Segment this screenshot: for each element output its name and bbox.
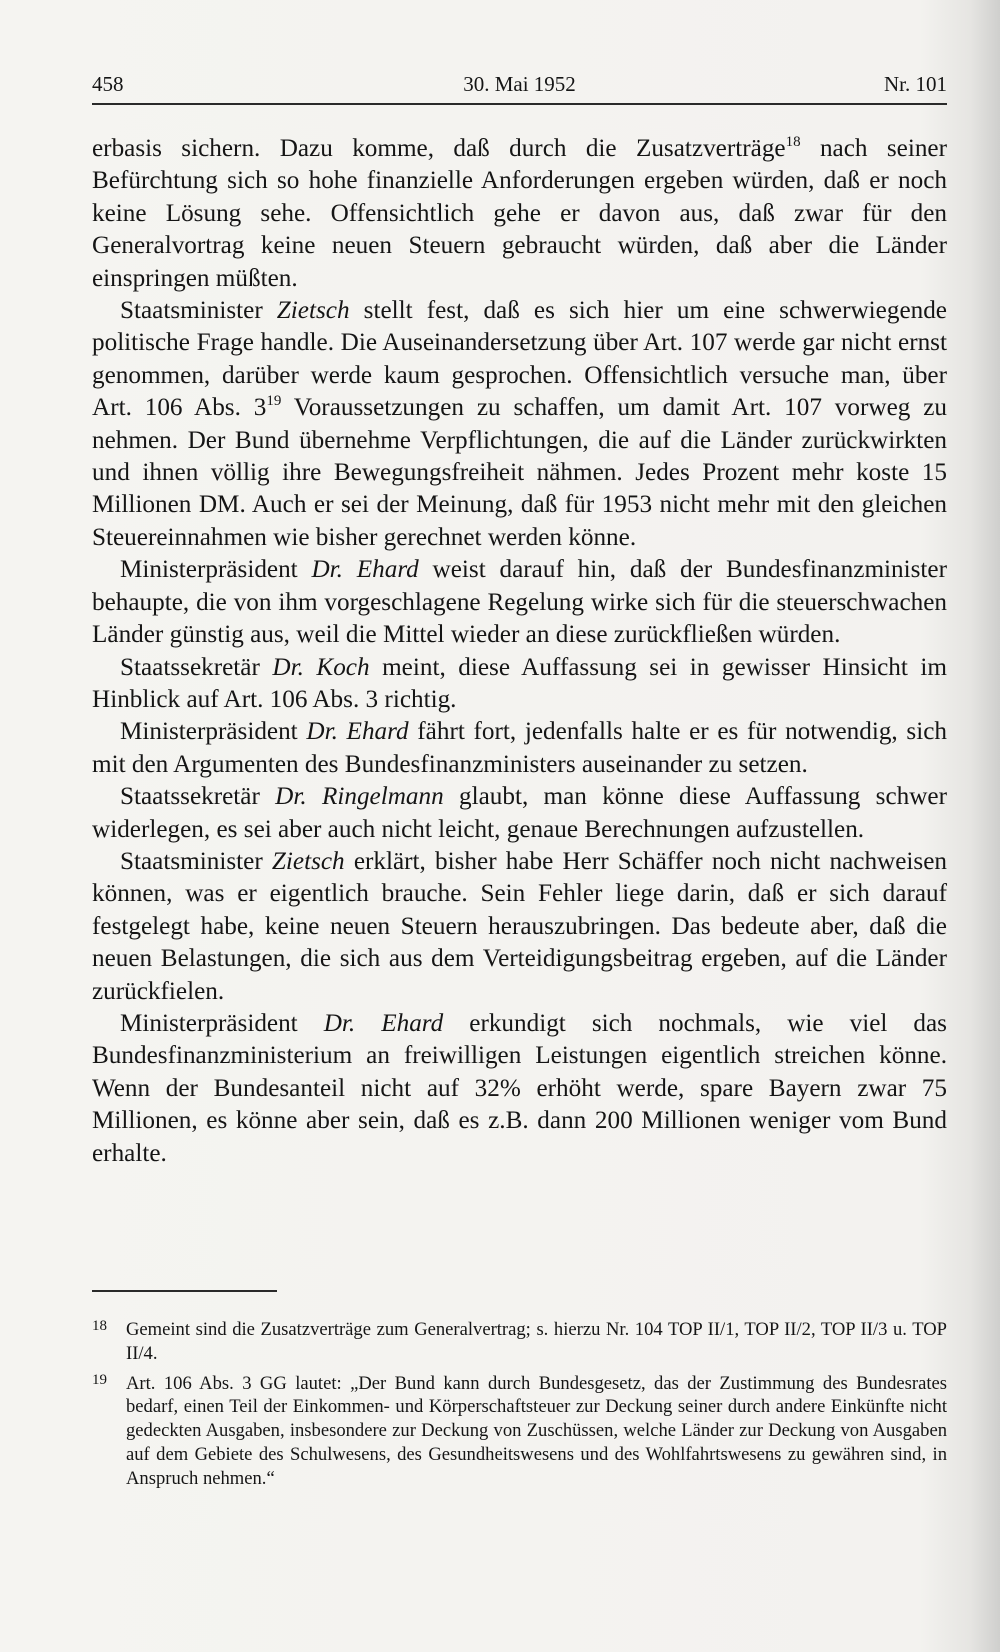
footnote-18 [92,1318,947,1366]
paragraph-text: erbasis sichern. Dazu komme, daß durch die Zusatzverträge [92,135,786,162]
page-number: 458 [92,72,124,96]
paragraph-text: erklärt, bisher habe Herr Schäffer noch nicht nachweisen können, was er eigentlich brauche. Sein Fehler liege darin, daß er sich darauf festgelegt habe, keine neuen Steuern herauszubringen. Das bedeute aber, daß die neuen Belastungen, die sich aus dem Verteidigungsbeitrag ergeben, auf die Länder zurückfielen. [92,847,947,1005]
paragraph-8 [92,1008,947,1170]
speaker-name: Dr. Koch [272,653,370,681]
speaker-name: Dr. Ringelmann [275,783,444,811]
footnote-number: 19 [92,1371,107,1388]
paragraph-6 [92,781,947,846]
paragraph-text: meint, diese Auffassung sei in gewisser Hinsicht im Hinblick auf Art. 106 Abs. 3 richtig. [92,653,947,713]
footnotes [92,1318,947,1497]
paragraph-text: stellt fest, daß es sich hier um eine schwerwiegende politische Frage handle. Die Auseinandersetzung über Art. 107 werde gar nicht ernst genommen, darüber werde kaum gesprochen. Offensichtlich versuche man, über Art. 106 Abs. 3 [92,297,947,422]
speaker-role: Staatssekretär [120,783,276,811]
paragraph-text: nach seiner Befürchtung sich so hohe finanzielle Anforderungen ergeben würden, daß er noch keine Lösung sehe. Offensichtlich gehe er davon aus, daß zwar für den Generalvortrag keine neuen Steuern gebraucht würden, daß aber die Länder einspringen müßten. [92,135,947,292]
header-rule [92,103,947,105]
footnote-text: Gemeint sind die Zusatzverträge zum Generalvertrag; s. hierzu Nr. 104 TOP II/1, TOP II/2, TOP II/3 u. TOP II/4. [126,1319,947,1364]
paragraph-text: weist darauf hin, daß der Bundesfinanzminister behaupte, die von ihm vorgeschlagene Regelung wirke sich für die steuerschwachen Länder günstig aus, weil die Mittel wieder an diese zurückfließen würden. [92,556,947,649]
header-date: 30. Mai 1952 [463,72,576,96]
paragraph-7 [92,846,947,1008]
paragraph-5 [92,716,947,781]
paragraph-1 [92,133,947,295]
body-text [92,133,947,1170]
speaker-name: Zietsch [276,297,350,325]
speaker-name: Zietsch [271,847,345,875]
paragraph-text: glaubt, man könne diese Auffassung schwer widerlegen, es sei aber auch nicht leicht, genaue Berechnungen aufzustellen. [92,783,947,843]
footnote-text: Art. 106 Abs. 3 GG lautet: „Der Bund kann durch Bundesgesetz, das der Zustimmung des Bundesrates bedarf, einen Teil der Einkommen- und Körperschaftsteuer zur Deckung seiner durch andere Einkünfte nicht gedeckten Ausgaben, insbesondere zur Deckung von Zuschüssen, welche Länder zur Deckung von Ausgaben auf dem Gebiete des Schulwesens, des Gesundheitswesens und des Wohlfahrtswesens zu gewähren sind, in Anspruch nehmen.“ [126,1372,947,1489]
document-number: Nr. 101 [884,72,947,96]
paragraph-text: erkundigt sich nochmals, wie viel das Bundesfinanzministerium an freiwilligen Leistungen eigentlich streichen könne. Wenn der Bundesanteil nicht auf 32% erhöht werde, spare Bayern zwar 75 Millionen, es könne aber sein, daß es z.B. dann 200 Millionen weniger vom Bund erhalte. [92,1009,947,1167]
speaker-name: Dr. Ehard [323,1009,444,1037]
footnote-rule [92,1290,277,1292]
page-header [92,72,947,106]
speaker-role: Ministerpräsident [120,1009,324,1037]
speaker-role: Staatsminister [120,297,277,325]
speaker-role: Ministerpräsident [120,556,312,584]
paragraph-text: fährt fort, jedenfalls halte er es für notwendig, sich mit den Argumenten des Bundesfinanzministers auseinander zu setzen. [92,718,947,778]
footnote-number: 18 [92,1318,107,1334]
speaker-role: Ministerpräsident [120,718,307,746]
paragraph-3 [92,554,947,651]
speaker-role: Staatssekretär [120,653,273,681]
paragraph-2 [92,295,947,554]
paragraph-text: Voraussetzungen zu schaffen, um damit Art. 107 vorweg zu nehmen. Der Bund übernehme Verpflichtungen, die auf die Länder zurückwirkten und ihnen völlig ihre Bewegungsfreiheit nähmen. Jedes Prozent mehr koste 15 Millionen DM. Auch er sei der Meinung, daß für 1953 nicht mehr mit den gleichen Steuereinnahmen wie bisher gerechnet werden könne. [92,394,947,551]
paragraph-4 [92,652,947,717]
speaker-role: Staatsminister [120,847,272,875]
footnote-19 [92,1372,947,1491]
footnote-ref-18: 18 [785,134,801,150]
speaker-name: Dr. Ehard [311,556,419,584]
footnote-ref-19: 19 [266,393,282,410]
speaker-name: Dr. Ehard [306,718,409,746]
